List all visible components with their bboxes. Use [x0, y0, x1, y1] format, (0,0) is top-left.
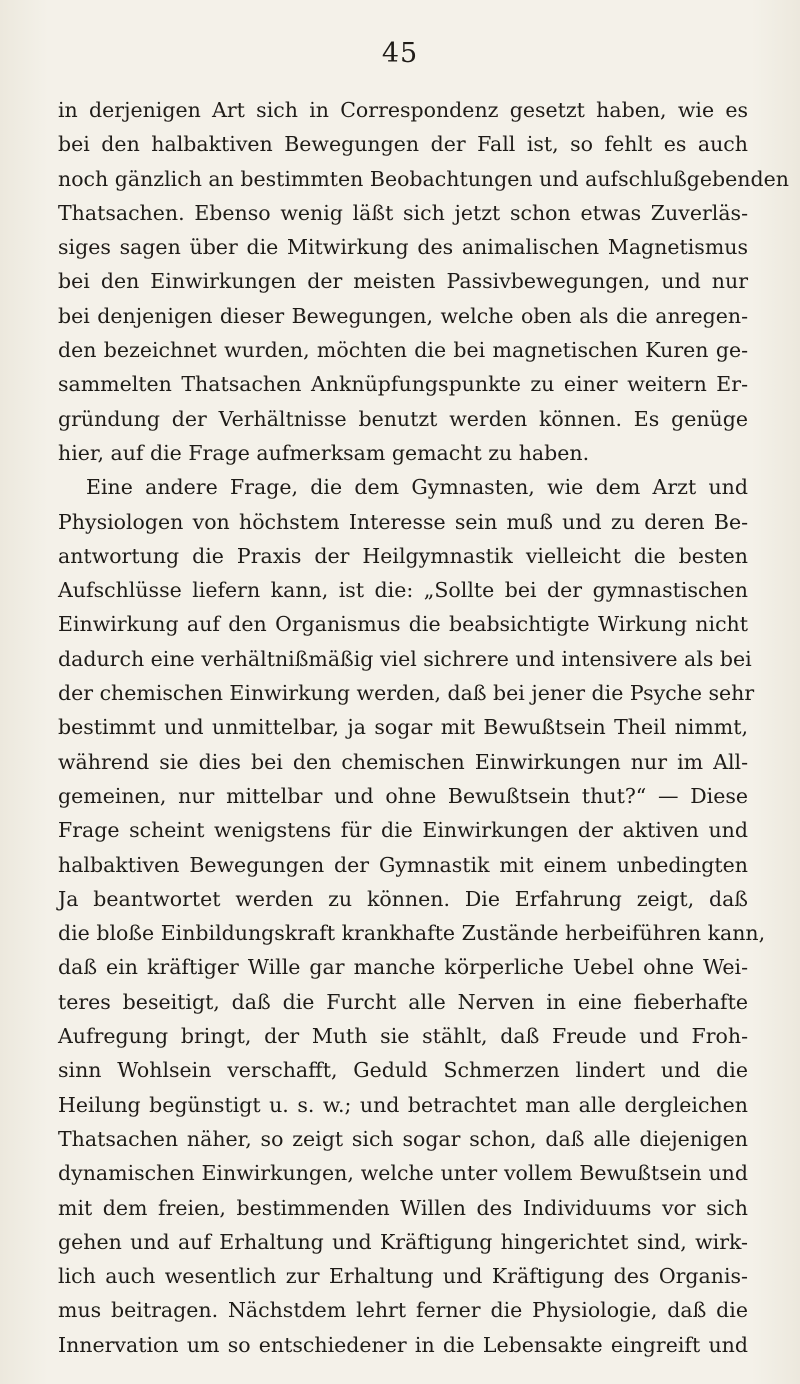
text-line: der chemischen Einwirkung werden, daß bei jener die Psyche sehr — [58, 681, 755, 706]
text-line: Physiologen von höchstem Interesse sein muß und zu deren Be- — [58, 509, 748, 534]
text-line: in derjenigen Art sich in Correspondenz gesetzt haben, wie es — [58, 98, 748, 122]
text-line: dynamischen Einwirkungen, welche unter vollem Bewußtsein und — [58, 1161, 748, 1186]
text-line: gemeinen, nur mittelbar und ohne Bewußtsein thut?“ — Diese — [58, 783, 748, 808]
text-line: dadurch eine verhältnißmäßig viel sichrere und intensivere als bei — [58, 646, 752, 671]
text-line: teres beseitigt, daß die Furcht alle Nerven in eine fieberhafte — [58, 989, 748, 1014]
text-line: mit dem freien, bestimmenden Willen des Individuums vor sich — [58, 1195, 748, 1220]
text-line: Thatsachen. Ebenso wenig läßt sich jetzt schon etwas Zuverläs- — [58, 200, 748, 225]
text-line: mus beitragen. Nächstdem lehrt ferner die Physiologie, daß die — [58, 1298, 748, 1323]
text-line: Frage scheint wenigstens für die Einwirkungen der aktiven und — [58, 818, 748, 843]
text-line: bei den halbaktiven Bewegungen der Fall ist, so fehlt es auch — [58, 132, 748, 157]
body-text — [58, 93, 789, 1362]
text-line: gründung der Verhältnisse benutzt werden können. Es genüge — [58, 406, 748, 431]
text-line: noch gänzlich an bestimmten Beobachtungen und aufschlußgebenden — [58, 166, 789, 191]
text-line: Aufregung bringt, der Muth sie stählt, daß Freude und Froh- — [58, 1024, 748, 1049]
text-line: bei den Einwirkungen der meisten Passivbewegungen, und nur — [58, 269, 748, 294]
text-line: Aufschlüsse liefern kann, ist die: „Sollte bei der gymnastischen — [58, 578, 748, 603]
text-line: Einwirkung auf den Organismus die beabsichtigte Wirkung nicht — [58, 612, 748, 637]
text-line: Innervation um so entschiedener in die Lebensakte eingreift und — [58, 1332, 748, 1357]
text-line: hier, auf die Frage aufmerksam gemacht zu haben. — [58, 440, 590, 465]
text-line: daß ein kräftiger Wille gar manche körperliche Uebel ohne Wei- — [58, 955, 748, 980]
text-line: antwortung die Praxis der Heilgymnastik vielleicht die besten — [58, 543, 748, 568]
text-line: siges sagen über die Mitwirkung des animalischen Magnetismus — [58, 235, 748, 260]
text-line: halbaktiven Bewegungen der Gymnastik mit einem unbedingten — [58, 852, 748, 877]
text-line: gehen und auf Erhaltung und Kräftigung hingerichtet sind, wirk- — [58, 1229, 748, 1254]
text-line: bestimmt und unmittelbar, ja sogar mit Bewußtsein Theil nimmt, — [58, 715, 748, 740]
page-number: 45 — [381, 38, 419, 69]
text-line: den bezeichnet wurden, möchten die bei magnetischen Kuren ge- — [58, 338, 748, 363]
text-line: während sie dies bei den chemischen Einwirkungen nur im All- — [58, 749, 748, 774]
text-line: Thatsachen näher, so zeigt sich sogar schon, daß alle diejenigen — [58, 1126, 748, 1151]
text-line: Heilung begünstigt u. s. w.; und betrachtet man alle dergleichen — [58, 1092, 748, 1117]
text-line: bei denjenigen dieser Bewegungen, welche oben als die anregen- — [58, 303, 748, 328]
text-line: sinn Wohlsein verschafft, Geduld Schmerzen lindert und die — [58, 1058, 748, 1083]
text-line: die bloße Einbildungskraft krankhafte Zustände herbeiführen kann, — [58, 921, 766, 946]
text-line: Ja beantwortet werden zu können. Die Erfahrung zeigt, daß — [58, 886, 748, 911]
text-line: lich auch wesentlich zur Erhaltung und Kräftigung des Organis- — [58, 1264, 748, 1289]
text-line: sammelten Thatsachen Anknüpfungspunkte zu einer weitern Er- — [58, 372, 748, 397]
paragraph-start-line: Eine andere Frage, die dem Gymnasten, wie dem Arzt und — [86, 475, 748, 500]
